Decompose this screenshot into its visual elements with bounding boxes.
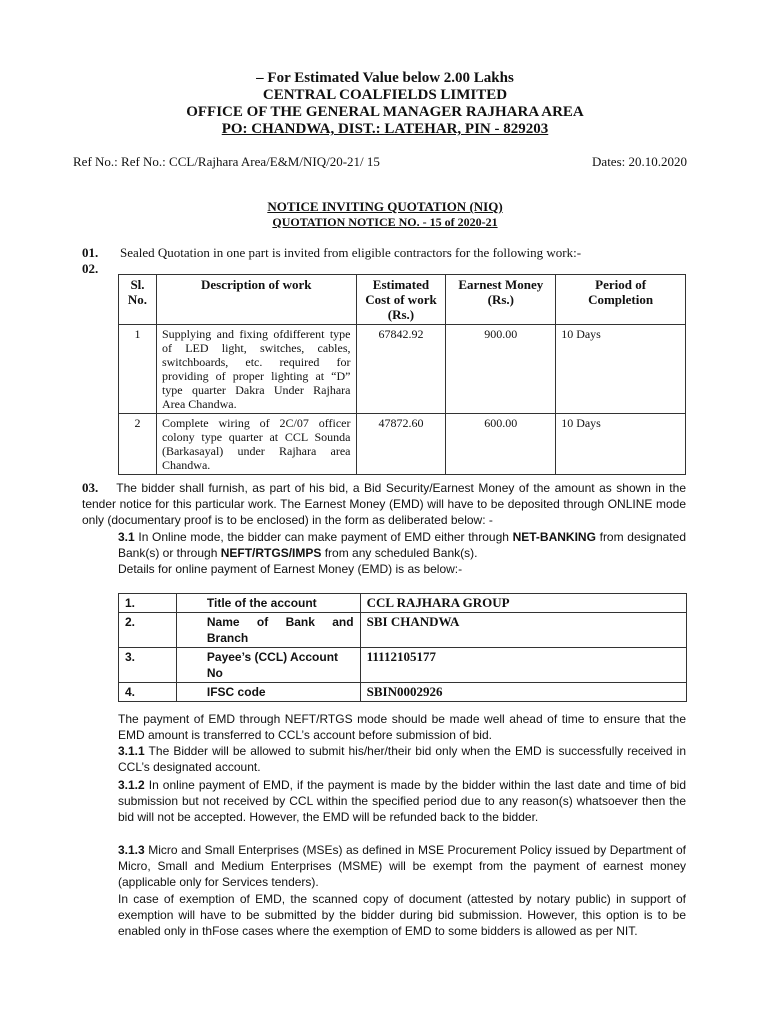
paragraph-3-1-3 bbox=[118, 842, 686, 891]
neft-rtgs-label: NEFT/RTGS/IMPS bbox=[220, 546, 322, 561]
paragraph-3-1-text-a: In Online mode, the bidder can make payment of EMD either through bbox=[134, 530, 513, 544]
net-banking-label: NET-BANKING bbox=[512, 530, 596, 544]
header-earnest-money: Earnest Money (Rs.) bbox=[446, 275, 556, 325]
bank-row-num: 1. bbox=[119, 594, 177, 613]
table-row bbox=[119, 594, 687, 613]
reference-number: Ref No.: Ref No.: CCL/Rajhara Area/E&M/NIQ/20-21/ 15 bbox=[73, 154, 380, 169]
section-number-01: 01. bbox=[82, 245, 99, 260]
header-period: Period of Completion bbox=[556, 275, 686, 325]
paragraph-3-1-3-number: 3.1.3 bbox=[118, 843, 145, 857]
bank-row-label: Title of the account bbox=[176, 594, 360, 613]
header-company: CENTRAL COALFIELDS LIMITED bbox=[262, 87, 508, 103]
paragraph-3-1 bbox=[118, 529, 686, 561]
table-row bbox=[119, 683, 687, 702]
table-row bbox=[119, 414, 686, 475]
bank-row-value: CCL RAJHARA GROUP bbox=[360, 594, 686, 613]
section-number-03: 03. bbox=[82, 480, 99, 495]
header-estimated-cost: Estimated Cost of work (Rs.) bbox=[356, 275, 446, 325]
paragraph-3-1-text-b: from designated Bank(s) or through bbox=[118, 530, 686, 561]
paragraph-3-1-1-number: 3.1.1 bbox=[118, 744, 145, 758]
bank-row-num: 3. bbox=[119, 648, 177, 683]
table-row bbox=[119, 613, 687, 648]
bank-row-num: 2. bbox=[119, 613, 177, 648]
row-sl: 2 bbox=[119, 414, 157, 475]
exemption-paragraph: In case of exemption of EMD, the scanned copy of document (attested by notary public) in support of exemption will have to be submitted by the bidder during bid submission. However, this option is to be enabled only in thFose cases where the exemption of EMD to some bidders is allowed as per NIT. bbox=[118, 892, 686, 939]
section-03-paragraph bbox=[82, 480, 686, 529]
row-cost: 67842.92 bbox=[356, 325, 446, 414]
notice-title: NOTICE INVITING QUOTATION (NIQ) bbox=[267, 199, 503, 214]
work-table-header bbox=[119, 275, 686, 325]
paragraph-3-1-number: 3.1 bbox=[118, 530, 135, 544]
bank-row-label: Name of Bank and Branch bbox=[176, 613, 360, 648]
paragraph-3-1-1-text: The Bidder will be allowed to submit his/her/their bid only when the EMD is successfully received in CCL’s designated account. bbox=[118, 744, 686, 775]
header-description: Description of work bbox=[156, 275, 356, 325]
row-sl: 1 bbox=[119, 325, 157, 414]
bank-row-label: Payee’s (CCL) Account No bbox=[176, 648, 360, 683]
notice-subtitle: QUOTATION NOTICE NO. - 15 of 2020-21 bbox=[272, 215, 498, 229]
notice-date: Dates: 20.10.2020 bbox=[592, 154, 687, 169]
row-emd: 900.00 bbox=[446, 325, 556, 414]
header-estimated-value: – For Estimated Value below 2.00 Lakhs bbox=[256, 70, 514, 86]
header-address: PO: CHANDWA, DIST.: LATEHAR, PIN - 829203 bbox=[221, 121, 549, 137]
bank-row-value: SBI CHANDWA bbox=[360, 613, 686, 648]
table-row bbox=[119, 325, 686, 414]
bank-row-num: 4. bbox=[119, 683, 177, 702]
paragraph-3-1-1 bbox=[118, 743, 686, 775]
row-emd: 600.00 bbox=[446, 414, 556, 475]
paragraph-3-1-2 bbox=[118, 777, 686, 826]
row-period: 10 Days bbox=[556, 325, 686, 414]
table-row bbox=[119, 648, 687, 683]
row-description: Complete wiring of 2C/07 officer colony type quarter at CCL Sounda (Barkasayal) under Rajhara area Chandwa. bbox=[156, 414, 356, 475]
paragraph-3-1-2-number: 3.1.2 bbox=[118, 778, 145, 792]
bank-details-table bbox=[118, 593, 687, 702]
bank-row-label: IFSC code bbox=[176, 683, 360, 702]
emd-details-intro: Details for online payment of Earnest Money (EMD) is as below:- bbox=[118, 562, 463, 576]
paragraph-3-1-3-text: Micro and Small Enterprises (MSEs) as defined in MSE Procurement Policy issued by Department of Micro, Small and Medium Enterprises (MSME) will be exempt from the payment of earnest money (applicable only for Services tenders). bbox=[118, 843, 686, 890]
bank-row-value: SBIN0002926 bbox=[360, 683, 686, 702]
row-period: 10 Days bbox=[556, 414, 686, 475]
section-number-02: 02. bbox=[82, 261, 99, 276]
work-table bbox=[118, 274, 686, 475]
section-03-text: The bidder shall furnish, as part of his bid, a Bid Security/Earnest Money of the amount as shown in the tender notice for this particular work. The Earnest Money (EMD) will have to be deposited through ONLINE mode only (documentary proof is to be enclosed) in the form as deliberated below: - bbox=[82, 481, 686, 528]
row-cost: 47872.60 bbox=[356, 414, 446, 475]
paragraph-3-1-2-text: In online payment of EMD, if the payment is made by the bidder within the last date and time of bid submission but not received by CCL within the specified period due to any reason(s) whatsoever then the bid will not be accepted. However, the EMD will be refunded back to the bidder. bbox=[118, 778, 686, 825]
section-01-text: Sealed Quotation in one part is invited from eligible contractors for the following work:- bbox=[120, 245, 582, 260]
paragraph-3-1-text-c: from any scheduled Bank(s). bbox=[321, 546, 478, 561]
emd-payment-paragraph: The payment of EMD through NEFT/RTGS mode should be made well ahead of time to ensure that the EMD amount is transferred to CCL’s account before submission of bid. bbox=[118, 712, 686, 743]
row-description: Supplying and fixing ofdifferent type of LED light, switches, cables, switchboards, etc. required for providing of proper lighting at “D” type quarter Dakra Under Rajhara Area Chandwa. bbox=[156, 325, 356, 414]
header-sl-no: Sl. No. bbox=[119, 275, 157, 325]
header-office: OFFICE OF THE GENERAL MANAGER RAJHARA AREA bbox=[186, 104, 584, 120]
bank-row-value: 11112105177 bbox=[360, 648, 686, 683]
